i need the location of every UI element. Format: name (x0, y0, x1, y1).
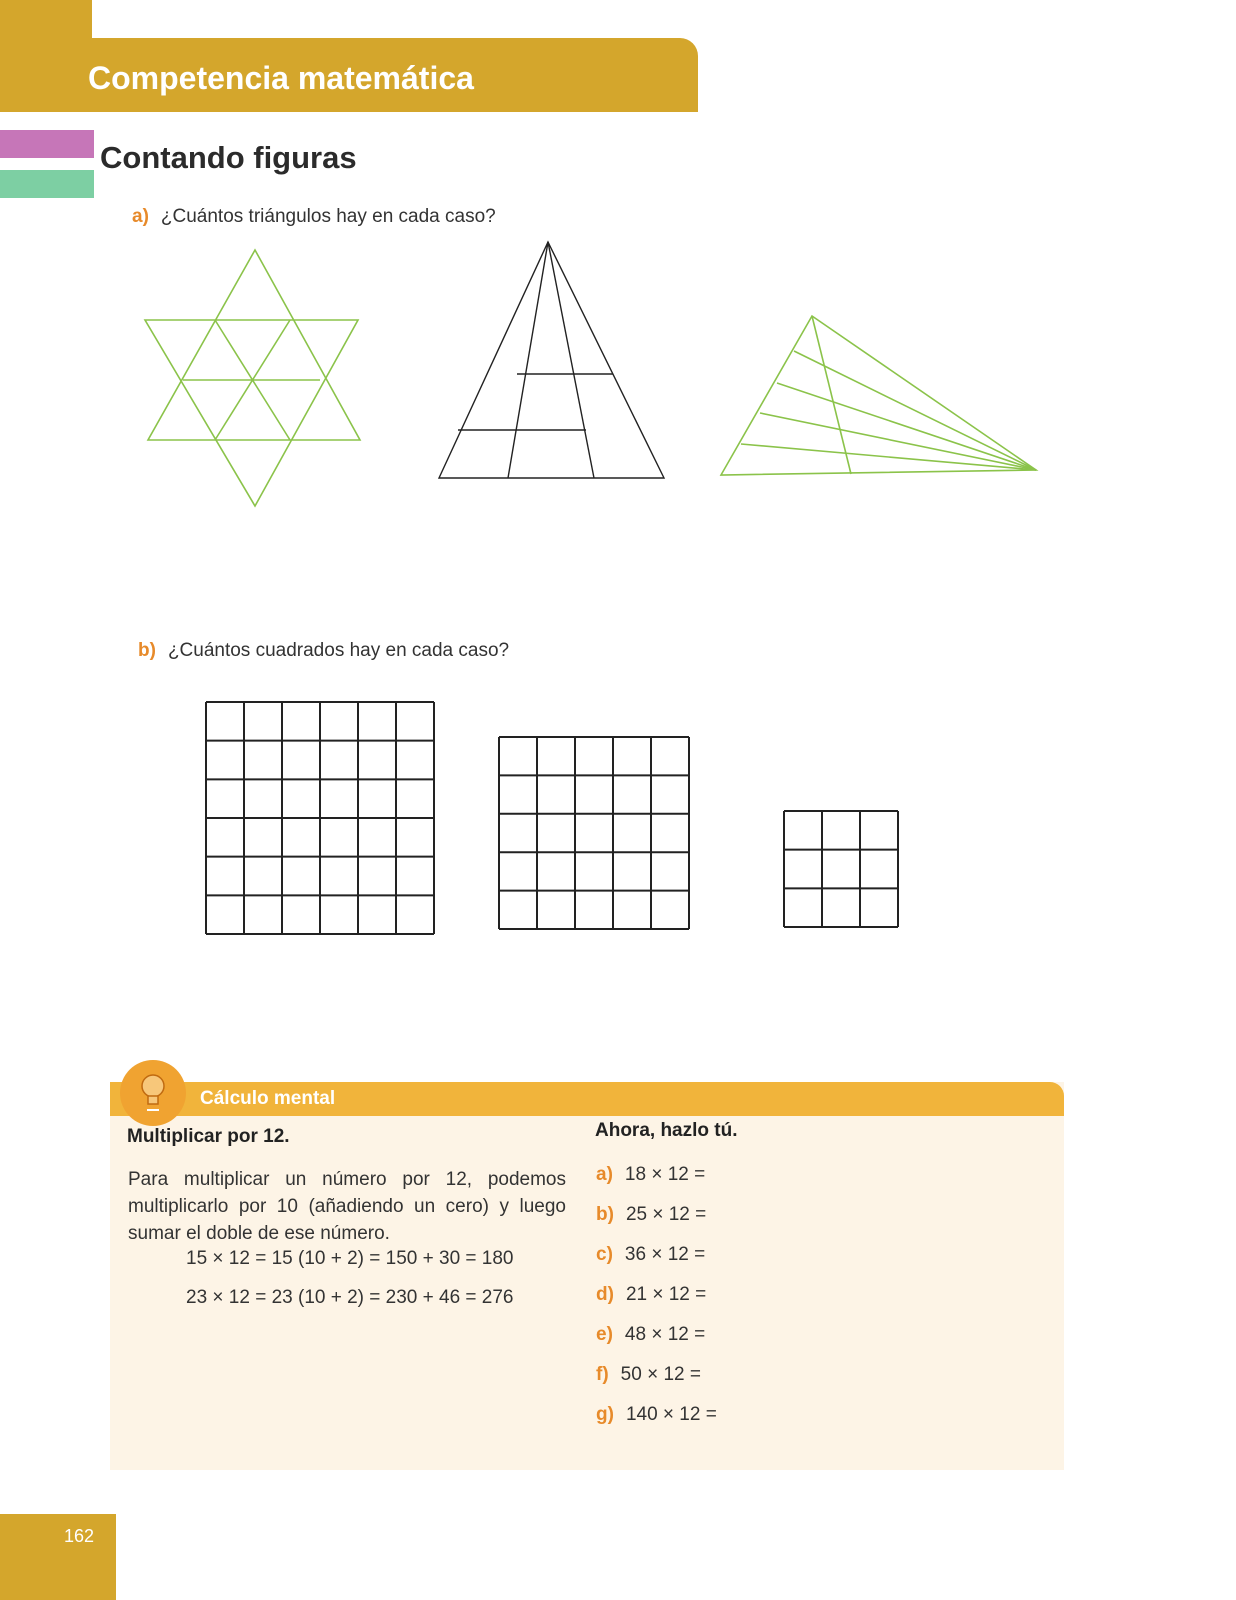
exercise-letter: c) (596, 1244, 613, 1265)
mental-calc-title: Cálculo mental (200, 1088, 336, 1109)
page-number-tab (0, 1514, 116, 1600)
calc-heading-right: Ahora, hazlo tú. (595, 1120, 738, 1141)
question-b (138, 640, 509, 662)
exercise-c (596, 1244, 717, 1284)
exercise-b (596, 1204, 717, 1244)
exercise-letter: e) (596, 1324, 613, 1345)
exercise-e (596, 1324, 717, 1364)
question-a-letter: a) (132, 206, 149, 227)
exercise-text: 50 × 12 = (620, 1364, 701, 1385)
question-a-text: ¿Cuántos triángulos hay en cada caso? (160, 206, 496, 227)
header-title: Competencia matemática (88, 60, 474, 96)
pink-decor-bar (0, 130, 94, 158)
pyramid-figure (436, 238, 668, 482)
exercise-text: 18 × 12 = (624, 1164, 706, 1185)
star-figure (140, 240, 370, 520)
grid-6x6 (205, 701, 435, 935)
section-title: Contando figuras (100, 140, 357, 175)
exercise-letter: g) (596, 1404, 614, 1425)
question-a (132, 206, 496, 228)
exercise-letter: b) (596, 1204, 614, 1225)
exercise-text: 21 × 12 = (625, 1284, 707, 1305)
calc-explanation: Para multiplicar un número por 12, podemos multiplicarlo por 10 (añadiendo un cero) y luego sumar el doble de ese número. (128, 1169, 566, 1244)
calc-example-2: 23 × 12 = 23 (10 + 2) = 230 + 46 = 276 (186, 1287, 514, 1308)
calc-heading-left: Multiplicar por 12. (127, 1126, 290, 1147)
question-b-text: ¿Cuántos cuadrados hay en cada caso? (167, 640, 510, 661)
exercise-list (596, 1164, 717, 1444)
green-decor-bar (0, 170, 94, 198)
exercise-g (596, 1404, 717, 1444)
lightbulb-icon (120, 1060, 186, 1126)
exercise-text: 140 × 12 = (625, 1404, 717, 1425)
grid-5x5 (498, 736, 690, 930)
page-number: 162 (64, 1526, 95, 1546)
exercise-text: 36 × 12 = (624, 1244, 706, 1265)
question-b-letter: b) (138, 640, 156, 661)
exercise-text: 25 × 12 = (625, 1204, 707, 1225)
exercise-d (596, 1284, 717, 1324)
exercise-f (596, 1364, 717, 1404)
exercise-a (596, 1164, 717, 1204)
exercise-letter: a) (596, 1164, 613, 1185)
exercise-text: 48 × 12 = (624, 1324, 706, 1345)
fan-triangle-figure (718, 312, 1042, 480)
calc-example-1: 15 × 12 = 15 (10 + 2) = 150 + 30 = 180 (186, 1248, 514, 1269)
exercise-letter: d) (596, 1284, 614, 1305)
grid-3x3 (783, 810, 899, 928)
exercise-letter: f) (596, 1364, 609, 1385)
